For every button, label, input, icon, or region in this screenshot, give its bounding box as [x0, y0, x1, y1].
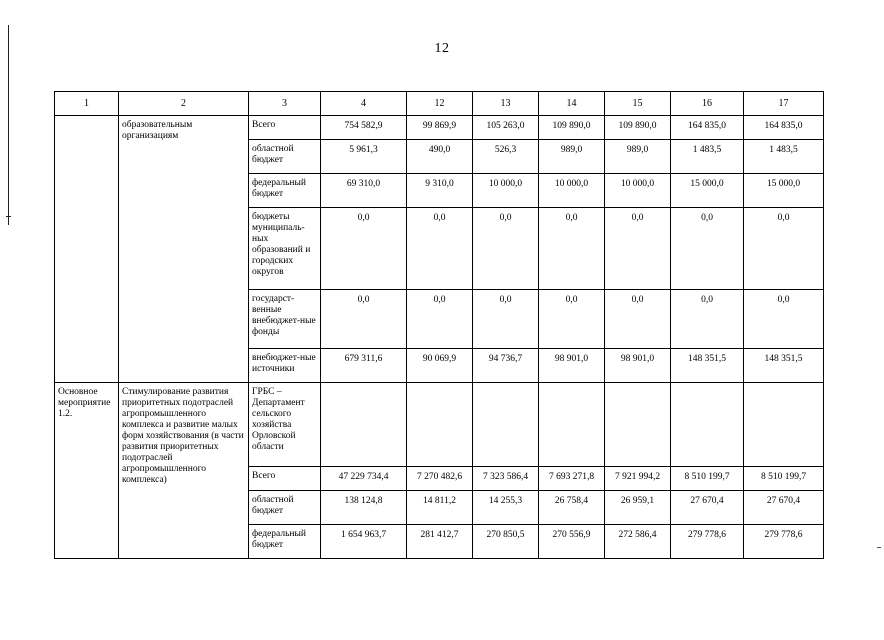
scan-margin-dash — [877, 547, 881, 548]
value-cell: 679 311,6 — [321, 349, 407, 383]
value-cell: 0,0 — [321, 290, 407, 349]
header-row — [55, 92, 824, 116]
value-cell: 0,0 — [744, 290, 824, 349]
value-cell: 270 556,9 — [539, 525, 605, 559]
header-cell: 3 — [249, 92, 321, 116]
value-cell: 7 921 994,2 — [605, 467, 671, 491]
value-cell: 0,0 — [539, 208, 605, 290]
value-cell: 0,0 — [473, 208, 539, 290]
value-cell: 0,0 — [744, 208, 824, 290]
header-cell: 15 — [605, 92, 671, 116]
funding-source: областной бюджет — [249, 140, 321, 174]
funding-source: областной бюджет — [249, 491, 321, 525]
value-cell: 1 483,5 — [671, 140, 744, 174]
value-cell-empty — [671, 383, 744, 467]
value-cell-empty — [473, 383, 539, 467]
funding-source: федеральный бюджет — [249, 525, 321, 559]
value-cell: 279 778,6 — [671, 525, 744, 559]
measure-number: Основное мероприятие 1.2. — [55, 383, 119, 559]
value-cell: 98 901,0 — [539, 349, 605, 383]
value-cell: 0,0 — [321, 208, 407, 290]
value-cell: 10 000,0 — [473, 174, 539, 208]
value-cell: 1 654 963,7 — [321, 525, 407, 559]
value-cell: 270 850,5 — [473, 525, 539, 559]
value-cell: 99 869,9 — [407, 116, 473, 140]
value-cell: 9 310,0 — [407, 174, 473, 208]
header-cell: 2 — [119, 92, 249, 116]
header-cell: 16 — [671, 92, 744, 116]
value-cell: 989,0 — [539, 140, 605, 174]
value-cell: 26 758,4 — [539, 491, 605, 525]
value-cell: 94 736,7 — [473, 349, 539, 383]
value-cell: 0,0 — [407, 290, 473, 349]
value-cell: 0,0 — [605, 290, 671, 349]
value-cell-empty — [605, 383, 671, 467]
value-cell: 26 959,1 — [605, 491, 671, 525]
value-cell: 0,0 — [671, 290, 744, 349]
value-cell: 7 323 586,4 — [473, 467, 539, 491]
value-cell: 989,0 — [605, 140, 671, 174]
funding-source: федеральный бюджет — [249, 174, 321, 208]
scan-margin-tick — [6, 216, 11, 217]
funding-source: бюджеты муниципаль-ных образований и городских округов — [249, 208, 321, 290]
header-cell: 13 — [473, 92, 539, 116]
value-cell: 279 778,6 — [744, 525, 824, 559]
measure-name: образовательным организациям — [119, 116, 249, 383]
value-cell: 10 000,0 — [539, 174, 605, 208]
value-cell: 281 412,7 — [407, 525, 473, 559]
value-cell: 8 510 199,7 — [671, 467, 744, 491]
value-cell: 490,0 — [407, 140, 473, 174]
value-cell: 164 835,0 — [744, 116, 824, 140]
value-cell: 0,0 — [539, 290, 605, 349]
value-cell: 47 229 734,4 — [321, 467, 407, 491]
header-cell: 4 — [321, 92, 407, 116]
value-cell: 148 351,5 — [671, 349, 744, 383]
value-cell: 0,0 — [407, 208, 473, 290]
value-cell-empty — [744, 383, 824, 467]
value-cell: 526,3 — [473, 140, 539, 174]
page-number: 12 — [434, 41, 450, 56]
value-cell: 164 835,0 — [671, 116, 744, 140]
value-cell: 7 270 482,6 — [407, 467, 473, 491]
value-cell-empty — [407, 383, 473, 467]
value-cell: 10 000,0 — [605, 174, 671, 208]
value-cell: 148 351,5 — [744, 349, 824, 383]
value-cell: 0,0 — [473, 290, 539, 349]
value-cell: 1 483,5 — [744, 140, 824, 174]
value-cell: 754 582,9 — [321, 116, 407, 140]
value-cell: 272 586,4 — [605, 525, 671, 559]
value-cell: 27 670,4 — [671, 491, 744, 525]
value-cell: 15 000,0 — [671, 174, 744, 208]
value-cell: 0,0 — [605, 208, 671, 290]
header-cell: 12 — [407, 92, 473, 116]
value-cell: 15 000,0 — [744, 174, 824, 208]
funding-source: Всего — [249, 467, 321, 491]
value-cell: 138 124,8 — [321, 491, 407, 525]
funding-source: государст-венные внебюджет-ные фонды — [249, 290, 321, 349]
value-cell: 98 901,0 — [605, 349, 671, 383]
grbs-cell: ГРБС – Департамент сельского хозяйства Орловской области — [249, 383, 321, 467]
header-cell: 17 — [744, 92, 824, 116]
value-cell: 8 510 199,7 — [744, 467, 824, 491]
measure-name: Стимулирование развития приоритетных подотраслей агропромышленного комплекса и развитие малых форм хозяйствования (в части развития приоритетных подотраслей агропромышленного комплекса) — [119, 383, 249, 559]
value-cell: 14 811,2 — [407, 491, 473, 525]
value-cell: 0,0 — [671, 208, 744, 290]
value-cell: 109 890,0 — [605, 116, 671, 140]
funding-source: Всего — [249, 116, 321, 140]
value-cell: 7 693 271,8 — [539, 467, 605, 491]
budget-table — [54, 91, 824, 559]
value-cell: 14 255,3 — [473, 491, 539, 525]
value-cell: 5 961,3 — [321, 140, 407, 174]
value-cell-empty — [321, 383, 407, 467]
table-row — [55, 383, 824, 467]
value-cell: 69 310,0 — [321, 174, 407, 208]
value-cell: 90 069,9 — [407, 349, 473, 383]
table-row — [55, 116, 824, 140]
measure-cell-empty — [55, 116, 119, 383]
header-cell: 14 — [539, 92, 605, 116]
funding-source: внебюджет-ные источники — [249, 349, 321, 383]
value-cell: 109 890,0 — [539, 116, 605, 140]
value-cell: 105 263,0 — [473, 116, 539, 140]
value-cell-empty — [539, 383, 605, 467]
value-cell: 27 670,4 — [744, 491, 824, 525]
header-cell: 1 — [55, 92, 119, 116]
